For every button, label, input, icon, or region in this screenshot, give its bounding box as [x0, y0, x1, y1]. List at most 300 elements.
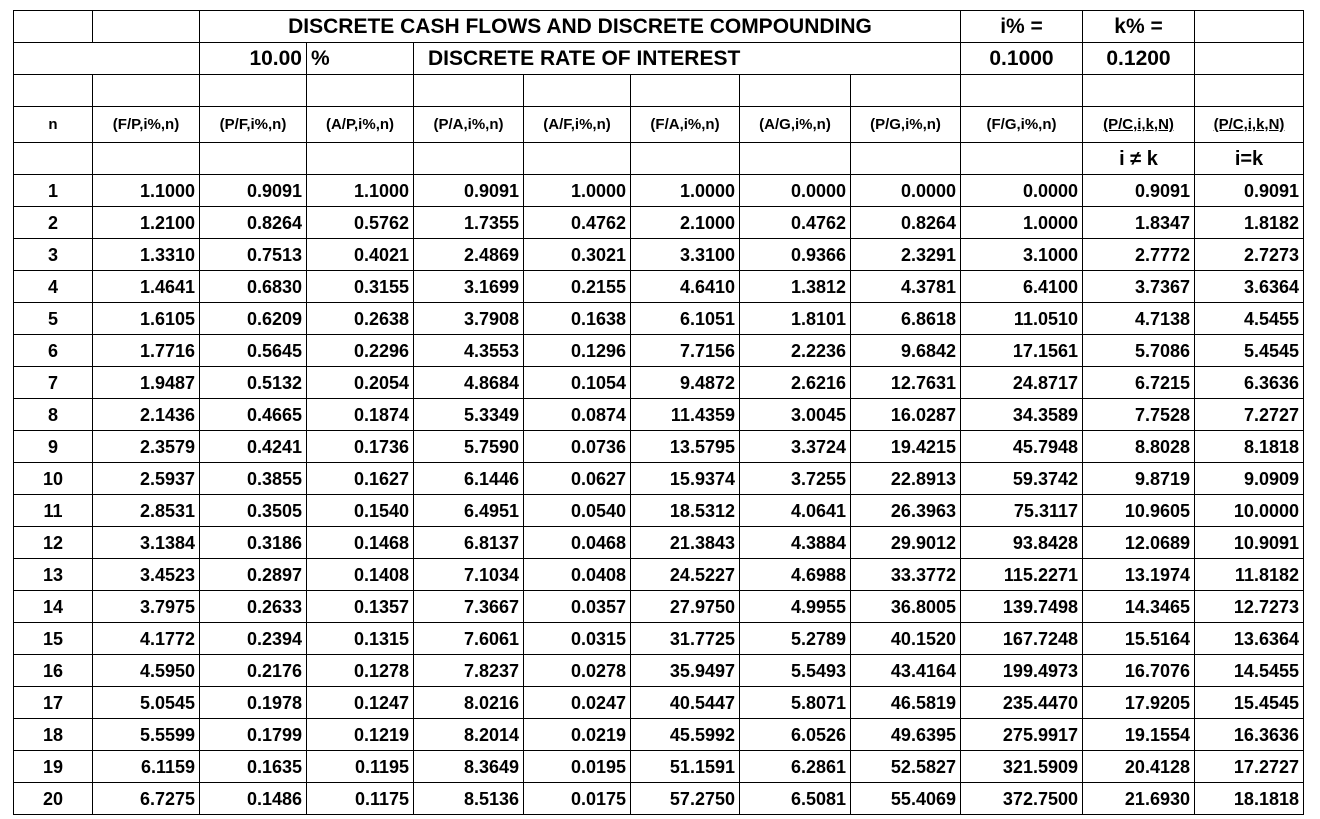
factor-cell[interactable]: 57.2750 [631, 783, 740, 815]
factor-cell[interactable]: 11.0510 [961, 303, 1083, 335]
factor-cell[interactable]: 0.2897 [200, 559, 307, 591]
empty-cell[interactable] [1195, 11, 1304, 43]
factor-cell[interactable]: 75.3117 [961, 495, 1083, 527]
factor-cell[interactable]: 43.4164 [851, 655, 961, 687]
empty-cell[interactable] [851, 75, 961, 107]
factor-cell[interactable]: 0.0874 [524, 399, 631, 431]
factor-cell[interactable]: 0.7513 [200, 239, 307, 271]
factor-cell[interactable]: 3.1000 [961, 239, 1083, 271]
table-row [14, 495, 1304, 527]
factor-cell[interactable]: 10.9091 [1195, 527, 1304, 559]
empty-cell[interactable] [93, 11, 200, 43]
factor-cell[interactable]: 14.5455 [1195, 655, 1304, 687]
factor-cell[interactable]: 13.6364 [1195, 623, 1304, 655]
period-cell[interactable]: 9 [14, 431, 93, 463]
empty-cell[interactable] [414, 75, 524, 107]
table-row [14, 559, 1304, 591]
factor-cell[interactable]: 0.1486 [200, 783, 307, 815]
factor-cell[interactable]: 167.7248 [961, 623, 1083, 655]
factor-cell[interactable]: 0.0540 [524, 495, 631, 527]
factor-cell[interactable]: 0.0247 [524, 687, 631, 719]
table-row [14, 783, 1304, 815]
factor-cell[interactable]: 55.4069 [851, 783, 961, 815]
i-value-cell[interactable]: 0.1000 [961, 43, 1083, 75]
factor-cell[interactable]: 22.8913 [851, 463, 961, 495]
factor-cell[interactable]: 12.7273 [1195, 591, 1304, 623]
factor-cell[interactable]: 15.5164 [1083, 623, 1195, 655]
period-cell[interactable]: 2 [14, 207, 93, 239]
period-cell[interactable]: 1 [14, 175, 93, 207]
factor-cell[interactable]: 0.9091 [1083, 175, 1195, 207]
factor-cell[interactable]: 7.3667 [414, 591, 524, 623]
factor-cell[interactable]: 2.8531 [93, 495, 200, 527]
factor-cell[interactable]: 9.0909 [1195, 463, 1304, 495]
factor-cell[interactable]: 93.8428 [961, 527, 1083, 559]
factor-cell[interactable]: 139.7498 [961, 591, 1083, 623]
factor-cell[interactable]: 5.7086 [1083, 335, 1195, 367]
factor-cell[interactable]: 3.7975 [93, 591, 200, 623]
factor-cell[interactable]: 0.1799 [200, 719, 307, 751]
factor-cell[interactable]: 3.1699 [414, 271, 524, 303]
factor-cell[interactable]: 1.3310 [93, 239, 200, 271]
table-row [14, 335, 1304, 367]
factor-cell[interactable]: 20.4128 [1083, 751, 1195, 783]
factor-cell[interactable]: 5.4545 [1195, 335, 1304, 367]
empty-cell[interactable] [200, 75, 307, 107]
table-row [14, 239, 1304, 271]
factor-cell[interactable]: 4.6988 [740, 559, 851, 591]
i-label: i% = [961, 11, 1083, 43]
period-cell[interactable]: 16 [14, 655, 93, 687]
column-header-pc-i-eq-k: (P/C,i,k,N) [1195, 107, 1304, 143]
factor-cell[interactable]: 0.3021 [524, 239, 631, 271]
empty-cell[interactable] [1195, 43, 1304, 75]
factor-cell[interactable]: 0.0000 [961, 175, 1083, 207]
factor-cell[interactable]: 1.7716 [93, 335, 200, 367]
factor-cell[interactable]: 5.0545 [93, 687, 200, 719]
interest-factor-table [13, 10, 1304, 815]
empty-cell[interactable] [93, 75, 200, 107]
period-cell[interactable]: 3 [14, 239, 93, 271]
factor-cell[interactable]: 0.4241 [200, 431, 307, 463]
empty-cell[interactable] [631, 75, 740, 107]
factor-cell[interactable]: 9.4872 [631, 367, 740, 399]
factor-cell[interactable]: 0.1219 [307, 719, 414, 751]
factor-cell[interactable]: 10.9605 [1083, 495, 1195, 527]
factor-cell[interactable]: 6.1051 [631, 303, 740, 335]
factor-cell[interactable]: 3.7908 [414, 303, 524, 335]
factor-cell[interactable]: 17.1561 [961, 335, 1083, 367]
table-row [14, 687, 1304, 719]
factor-cell[interactable]: 6.4951 [414, 495, 524, 527]
factor-cell[interactable]: 0.4762 [740, 207, 851, 239]
period-cell[interactable]: 8 [14, 399, 93, 431]
factor-cell[interactable]: 19.4215 [851, 431, 961, 463]
empty-cell[interactable] [1083, 75, 1195, 107]
period-cell[interactable]: 14 [14, 591, 93, 623]
factor-cell[interactable]: 6.8137 [414, 527, 524, 559]
factor-cell[interactable]: 0.4021 [307, 239, 414, 271]
factor-cell[interactable]: 6.7215 [1083, 367, 1195, 399]
factor-cell[interactable]: 0.9091 [414, 175, 524, 207]
factor-cell[interactable]: 9.6842 [851, 335, 961, 367]
factor-cell[interactable]: 0.1054 [524, 367, 631, 399]
factor-cell[interactable]: 199.4973 [961, 655, 1083, 687]
factor-cell[interactable]: 0.1296 [524, 335, 631, 367]
factor-cell[interactable]: 6.4100 [961, 271, 1083, 303]
column-header-ag: (A/G,i%,n) [740, 107, 851, 143]
empty-cell[interactable] [961, 143, 1083, 175]
table-row [14, 271, 1304, 303]
factor-cell[interactable]: 3.7367 [1083, 271, 1195, 303]
empty-cell[interactable] [93, 143, 200, 175]
factor-cell[interactable]: 27.9750 [631, 591, 740, 623]
factor-cell[interactable]: 1.8182 [1195, 207, 1304, 239]
factor-cell[interactable]: 235.4470 [961, 687, 1083, 719]
factor-cell[interactable]: 4.3884 [740, 527, 851, 559]
factor-cell[interactable]: 6.7275 [93, 783, 200, 815]
column-header-fg: (F/G,i%,n) [961, 107, 1083, 143]
factor-cell[interactable]: 0.4665 [200, 399, 307, 431]
factor-cell[interactable]: 0.0357 [524, 591, 631, 623]
factor-cell[interactable]: 1.1000 [307, 175, 414, 207]
factor-cell[interactable]: 0.0315 [524, 623, 631, 655]
factor-cell[interactable]: 0.8264 [851, 207, 961, 239]
period-cell[interactable]: 17 [14, 687, 93, 719]
column-header-pg: (P/G,i%,n) [851, 107, 961, 143]
factor-cell[interactable]: 12.7631 [851, 367, 961, 399]
factor-cell[interactable]: 1.7355 [414, 207, 524, 239]
factor-cell[interactable]: 8.2014 [414, 719, 524, 751]
factor-cell[interactable]: 4.8684 [414, 367, 524, 399]
period-cell[interactable]: 4 [14, 271, 93, 303]
factor-cell[interactable]: 3.0045 [740, 399, 851, 431]
factor-cell[interactable]: 0.2155 [524, 271, 631, 303]
table-row [14, 623, 1304, 655]
period-cell[interactable]: 11 [14, 495, 93, 527]
factor-cell[interactable]: 0.2633 [200, 591, 307, 623]
factor-cell[interactable]: 5.2789 [740, 623, 851, 655]
factor-cell[interactable]: 0.0195 [524, 751, 631, 783]
factor-cell[interactable]: 0.0468 [524, 527, 631, 559]
factor-cell[interactable]: 8.0216 [414, 687, 524, 719]
table-row [14, 207, 1304, 239]
factor-cell[interactable]: 45.5992 [631, 719, 740, 751]
rate-value-cell[interactable]: 10.00 [200, 43, 307, 75]
factor-cell[interactable]: 275.9917 [961, 719, 1083, 751]
factor-cell[interactable]: 1.0000 [631, 175, 740, 207]
factor-cell[interactable]: 5.5599 [93, 719, 200, 751]
factor-cell[interactable]: 46.5819 [851, 687, 961, 719]
corner-cell[interactable] [14, 11, 93, 43]
empty-cell[interactable] [740, 143, 851, 175]
factor-cell[interactable]: 0.1247 [307, 687, 414, 719]
factor-cell[interactable]: 0.1408 [307, 559, 414, 591]
factor-cell[interactable]: 1.8347 [1083, 207, 1195, 239]
factor-cell[interactable]: 2.6216 [740, 367, 851, 399]
empty-cell[interactable] [307, 75, 414, 107]
factor-cell[interactable]: 21.6930 [1083, 783, 1195, 815]
factor-cell[interactable]: 40.5447 [631, 687, 740, 719]
factor-cell[interactable]: 2.7273 [1195, 239, 1304, 271]
factor-cell[interactable]: 6.1446 [414, 463, 524, 495]
table-row [14, 527, 1304, 559]
empty-cell[interactable] [524, 75, 631, 107]
factor-cell[interactable]: 0.2176 [200, 655, 307, 687]
factor-cell[interactable]: 0.6209 [200, 303, 307, 335]
factor-cell[interactable]: 4.5455 [1195, 303, 1304, 335]
factor-cell[interactable]: 34.3589 [961, 399, 1083, 431]
factor-cell[interactable]: 0.5645 [200, 335, 307, 367]
period-cell[interactable]: 20 [14, 783, 93, 815]
factor-cell[interactable]: 0.0408 [524, 559, 631, 591]
factor-cell[interactable]: 59.3742 [961, 463, 1083, 495]
factor-cell[interactable]: 2.3291 [851, 239, 961, 271]
factor-cell[interactable]: 1.9487 [93, 367, 200, 399]
period-cell[interactable]: 18 [14, 719, 93, 751]
factor-cell[interactable]: 1.1000 [93, 175, 200, 207]
rate-label: DISCRETE RATE OF INTEREST [414, 43, 961, 75]
factor-cell[interactable]: 45.7948 [961, 431, 1083, 463]
period-cell[interactable]: 15 [14, 623, 93, 655]
empty-cell[interactable] [14, 43, 200, 75]
period-cell[interactable]: 19 [14, 751, 93, 783]
factor-cell[interactable]: 3.3724 [740, 431, 851, 463]
factor-cell[interactable]: 0.1315 [307, 623, 414, 655]
empty-cell[interactable] [1195, 75, 1304, 107]
period-cell[interactable]: 6 [14, 335, 93, 367]
factor-cell[interactable]: 0.1278 [307, 655, 414, 687]
factor-cell[interactable]: 3.7255 [740, 463, 851, 495]
factor-cell[interactable]: 26.3963 [851, 495, 961, 527]
table-row [14, 591, 1304, 623]
factor-cell[interactable]: 0.9366 [740, 239, 851, 271]
factor-cell[interactable]: 0.1468 [307, 527, 414, 559]
factor-cell[interactable]: 2.5937 [93, 463, 200, 495]
column-header-pf: (P/F,i%,n) [200, 107, 307, 143]
factor-cell[interactable]: 0.0000 [740, 175, 851, 207]
factor-cell[interactable]: 321.5909 [961, 751, 1083, 783]
factor-cell[interactable]: 2.4869 [414, 239, 524, 271]
factor-cell[interactable]: 3.3100 [631, 239, 740, 271]
factor-cell[interactable]: 0.1874 [307, 399, 414, 431]
factor-cell[interactable]: 3.4523 [93, 559, 200, 591]
factor-cell[interactable]: 14.3465 [1083, 591, 1195, 623]
factor-cell[interactable]: 0.9091 [1195, 175, 1304, 207]
column-header-n: n [14, 107, 93, 143]
table-row [14, 655, 1304, 687]
factor-cell[interactable]: 8.5136 [414, 783, 524, 815]
factor-cell[interactable]: 4.3781 [851, 271, 961, 303]
factor-cell[interactable]: 29.9012 [851, 527, 961, 559]
factor-cell[interactable]: 0.0627 [524, 463, 631, 495]
factor-cell[interactable]: 21.3843 [631, 527, 740, 559]
factor-cell[interactable]: 0.2638 [307, 303, 414, 335]
factor-cell[interactable]: 0.5762 [307, 207, 414, 239]
factor-cell[interactable]: 372.7500 [961, 783, 1083, 815]
factor-cell[interactable]: 0.2296 [307, 335, 414, 367]
factor-cell[interactable]: 115.2271 [961, 559, 1083, 591]
factor-cell[interactable]: 40.1520 [851, 623, 961, 655]
factor-cell[interactable]: 0.1627 [307, 463, 414, 495]
factor-cell[interactable]: 4.5950 [93, 655, 200, 687]
factor-cell[interactable]: 6.5081 [740, 783, 851, 815]
factor-cell[interactable]: 24.5227 [631, 559, 740, 591]
empty-cell[interactable] [631, 143, 740, 175]
factor-cell[interactable]: 1.2100 [93, 207, 200, 239]
factor-cell[interactable]: 0.4762 [524, 207, 631, 239]
factor-cell[interactable]: 5.8071 [740, 687, 851, 719]
factor-cell[interactable]: 0.3505 [200, 495, 307, 527]
factor-cell[interactable]: 0.9091 [200, 175, 307, 207]
period-cell[interactable]: 13 [14, 559, 93, 591]
factor-cell[interactable]: 10.0000 [1195, 495, 1304, 527]
factor-cell[interactable]: 0.8264 [200, 207, 307, 239]
factor-cell[interactable]: 11.4359 [631, 399, 740, 431]
factor-cell[interactable]: 1.0000 [524, 175, 631, 207]
factor-cell[interactable]: 6.2861 [740, 751, 851, 783]
empty-cell[interactable] [307, 143, 414, 175]
factor-cell[interactable]: 7.6061 [414, 623, 524, 655]
factor-cell[interactable]: 3.1384 [93, 527, 200, 559]
factor-cell[interactable]: 2.1000 [631, 207, 740, 239]
factor-cell[interactable]: 0.1635 [200, 751, 307, 783]
empty-cell[interactable] [14, 143, 93, 175]
factor-cell[interactable]: 35.9497 [631, 655, 740, 687]
factor-cell[interactable]: 4.9955 [740, 591, 851, 623]
factor-cell[interactable]: 0.1638 [524, 303, 631, 335]
factor-cell[interactable]: 6.0526 [740, 719, 851, 751]
factor-cell[interactable]: 7.7156 [631, 335, 740, 367]
factor-cell[interactable]: 0.0175 [524, 783, 631, 815]
factor-cell[interactable]: 0.0278 [524, 655, 631, 687]
factor-cell[interactable]: 1.8101 [740, 303, 851, 335]
empty-cell[interactable] [414, 143, 524, 175]
factor-cell[interactable]: 18.1818 [1195, 783, 1304, 815]
factor-cell[interactable]: 0.1978 [200, 687, 307, 719]
factor-cell[interactable]: 7.2727 [1195, 399, 1304, 431]
factor-cell[interactable]: 4.0641 [740, 495, 851, 527]
factor-cell[interactable]: 0.3155 [307, 271, 414, 303]
factor-cell[interactable]: 4.3553 [414, 335, 524, 367]
factor-cell[interactable]: 19.1554 [1083, 719, 1195, 751]
factor-cell[interactable]: 1.4641 [93, 271, 200, 303]
table-row [14, 719, 1304, 751]
factor-cell[interactable]: 8.8028 [1083, 431, 1195, 463]
factor-cell[interactable]: 4.6410 [631, 271, 740, 303]
empty-cell[interactable] [851, 143, 961, 175]
factor-cell[interactable]: 16.3636 [1195, 719, 1304, 751]
factor-cell[interactable]: 36.8005 [851, 591, 961, 623]
factor-cell[interactable]: 4.7138 [1083, 303, 1195, 335]
factor-cell[interactable]: 16.0287 [851, 399, 961, 431]
factor-cell[interactable]: 0.3855 [200, 463, 307, 495]
k-value-cell[interactable]: 0.1200 [1083, 43, 1195, 75]
factor-cell[interactable]: 33.3772 [851, 559, 961, 591]
period-cell[interactable]: 7 [14, 367, 93, 399]
empty-cell[interactable] [14, 75, 93, 107]
factor-cell[interactable]: 13.5795 [631, 431, 740, 463]
factor-cell[interactable]: 3.6364 [1195, 271, 1304, 303]
table-row [14, 463, 1304, 495]
factor-cell[interactable]: 12.0689 [1083, 527, 1195, 559]
factor-cell[interactable]: 1.3812 [740, 271, 851, 303]
factor-cell[interactable]: 2.7772 [1083, 239, 1195, 271]
factor-cell[interactable]: 7.7528 [1083, 399, 1195, 431]
factor-cell[interactable]: 8.3649 [414, 751, 524, 783]
period-cell[interactable]: 5 [14, 303, 93, 335]
factor-cell[interactable]: 0.1736 [307, 431, 414, 463]
factor-cell[interactable]: 51.1591 [631, 751, 740, 783]
factor-cell[interactable]: 15.9374 [631, 463, 740, 495]
factor-cell[interactable]: 0.5132 [200, 367, 307, 399]
factor-cell[interactable]: 5.5493 [740, 655, 851, 687]
factor-cell[interactable]: 1.0000 [961, 207, 1083, 239]
factor-cell[interactable]: 0.0219 [524, 719, 631, 751]
table-title: DISCRETE CASH FLOWS AND DISCRETE COMPOUNDING [200, 11, 961, 43]
empty-cell[interactable] [200, 143, 307, 175]
table-row [14, 431, 1304, 463]
factor-cell[interactable]: 24.8717 [961, 367, 1083, 399]
factor-cell[interactable]: 0.2054 [307, 367, 414, 399]
factor-cell[interactable]: 0.1357 [307, 591, 414, 623]
factor-cell[interactable]: 17.9205 [1083, 687, 1195, 719]
factor-cell[interactable]: 11.8182 [1195, 559, 1304, 591]
factor-cell[interactable]: 17.2727 [1195, 751, 1304, 783]
table-row [14, 367, 1304, 399]
factor-cell[interactable]: 6.8618 [851, 303, 961, 335]
factor-cell[interactable]: 5.3349 [414, 399, 524, 431]
k-label: k% = [1083, 11, 1195, 43]
empty-cell[interactable] [524, 143, 631, 175]
factor-cell[interactable]: 9.8719 [1083, 463, 1195, 495]
factor-cell[interactable]: 4.1772 [93, 623, 200, 655]
factor-cell[interactable]: 2.2236 [740, 335, 851, 367]
factor-cell[interactable]: 2.1436 [93, 399, 200, 431]
subheader-i-neq-k: i ≠ k [1083, 143, 1195, 175]
factor-cell[interactable]: 0.1540 [307, 495, 414, 527]
factor-cell[interactable]: 0.1175 [307, 783, 414, 815]
factor-cell[interactable]: 0.0736 [524, 431, 631, 463]
factor-cell[interactable]: 6.3636 [1195, 367, 1304, 399]
factor-cell[interactable]: 0.2394 [200, 623, 307, 655]
factor-cell[interactable]: 7.1034 [414, 559, 524, 591]
empty-cell[interactable] [961, 75, 1083, 107]
factor-cell[interactable]: 18.5312 [631, 495, 740, 527]
factor-cell[interactable]: 0.3186 [200, 527, 307, 559]
factor-cell[interactable]: 0.0000 [851, 175, 961, 207]
factor-cell[interactable]: 1.6105 [93, 303, 200, 335]
column-header-fa: (F/A,i%,n) [631, 107, 740, 143]
factor-cell[interactable]: 15.4545 [1195, 687, 1304, 719]
period-cell[interactable]: 12 [14, 527, 93, 559]
period-cell[interactable]: 10 [14, 463, 93, 495]
factor-cell[interactable]: 13.1974 [1083, 559, 1195, 591]
factor-cell[interactable]: 52.5827 [851, 751, 961, 783]
factor-cell[interactable]: 16.7076 [1083, 655, 1195, 687]
factor-cell[interactable]: 8.1818 [1195, 431, 1304, 463]
factor-cell[interactable]: 5.7590 [414, 431, 524, 463]
column-header-pc-i-neq-k: (P/C,i,k,N) [1083, 107, 1195, 143]
factor-cell[interactable]: 0.1195 [307, 751, 414, 783]
empty-cell[interactable] [740, 75, 851, 107]
factor-cell[interactable]: 6.1159 [93, 751, 200, 783]
factor-cell[interactable]: 7.8237 [414, 655, 524, 687]
factor-cell[interactable]: 0.6830 [200, 271, 307, 303]
factor-cell[interactable]: 49.6395 [851, 719, 961, 751]
factor-cell[interactable]: 2.3579 [93, 431, 200, 463]
factor-cell[interactable]: 31.7725 [631, 623, 740, 655]
